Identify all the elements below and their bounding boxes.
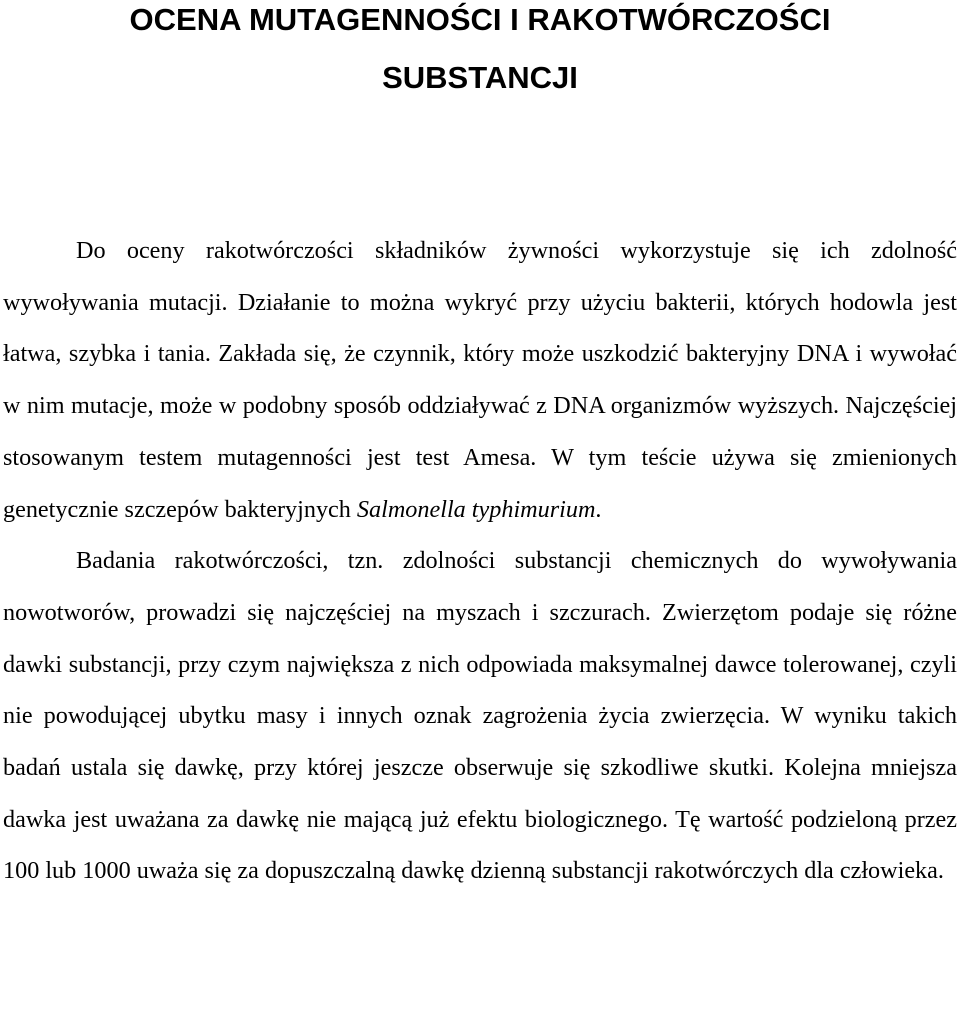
paragraph-ames-test <box>3 225 957 535</box>
paragraph-ames-test-end: . <box>595 495 602 523</box>
page-title: OCENA MUTAGENNOŚCI I RAKOTWÓRCZOŚCI <box>129 2 831 37</box>
paragraph-ames-test-text: Do oceny rakotwórczości składników żywności wykorzystuje się ich zdolność wywoływania mutacji. Działanie to można wykryć przy użyciu bakterii, których hodowla jest łatwa, szybka i tania. Zakłada się, że czynnik, który może uszkodzić bakteryjny DNA i wywołać w nim mutacje, może w podobny sposób oddziaływać z DNA organizmów wyższych. Najczęściej stosowanym testem mutagenności jest test Amesa. W tym teście używa się zmienionych genetycznie szczepów bakteryjnych <box>3 237 957 523</box>
species-name: Salmonella typhimurium <box>356 495 596 523</box>
page-title-continuation: SUBSTANCJI <box>382 60 578 95</box>
paragraph-carcinogenicity: Badania rakotwórczości, tzn. zdolności substancji chemicznych do wywoływania nowotworów, prowadzi się najczęściej na myszach i szczurach. Zwierzętom podaje się różne dawki substancji, przy czym największa z nich odpowiada maksymalnej dawce tolerowanej, czyli nie powodującej ubytku masy i innych oznak zagrożenia życia zwierzęcia. W wyniku takich badań ustala się dawkę, przy której jeszcze obserwuje się szkodliwe skutki. Kolejna mniejsza dawka jest uważana za dawkę nie mającą już efektu biologicznego. Tę wartość podzieloną przez 100 lub 1000 uważa się za dopuszczalną dawkę dzienną substancji rakotwórczych dla człowieka. <box>3 547 957 885</box>
document-body <box>3 225 957 897</box>
